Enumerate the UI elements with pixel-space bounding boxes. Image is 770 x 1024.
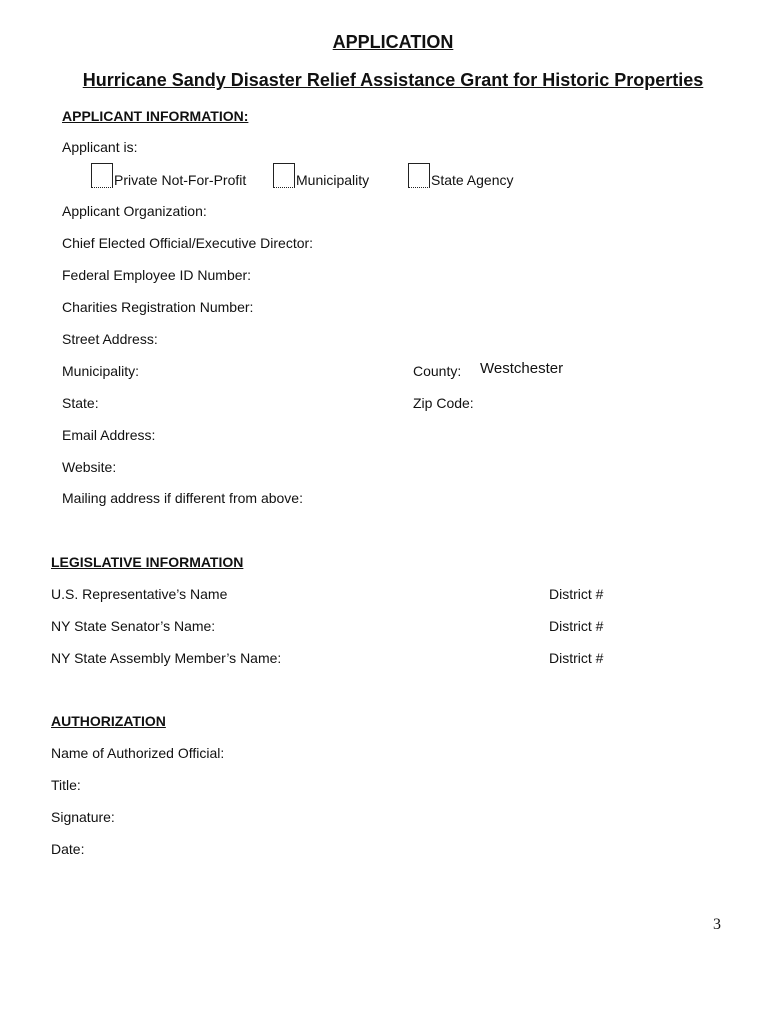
page-subtitle: Hurricane Sandy Disaster Relief Assistance Grant for Historic Properties [82, 70, 704, 90]
option-label: Municipality [296, 172, 370, 188]
official-name-label: Name of Authorized Official: [51, 745, 225, 761]
option-label: State Agency [431, 172, 514, 188]
county-field[interactable]: Westchester [480, 360, 564, 377]
checkbox-state-agency[interactable] [408, 163, 430, 188]
website-label: Website: [62, 459, 117, 475]
rep-label: U.S. Representative’s Name [51, 586, 228, 602]
email-label: Email Address: [62, 427, 156, 443]
district-label: District # [549, 618, 604, 634]
applicant-heading: APPLICANT INFORMATION: [62, 108, 249, 124]
district-label: District # [549, 650, 604, 666]
street-label: Street Address: [62, 331, 158, 347]
municipality-label: Municipality: [62, 363, 140, 379]
organization-label: Applicant Organization: [62, 203, 207, 219]
county-label: County: [413, 363, 462, 379]
signature-label: Signature: [51, 809, 115, 825]
date-label: Date: [51, 841, 85, 857]
legislative-heading: LEGISLATIVE INFORMATION [51, 554, 244, 570]
charities-label: Charities Registration Number: [62, 299, 254, 315]
chief-label: Chief Elected Official/Executive Director: [62, 235, 314, 251]
zip-label: Zip Code: [413, 395, 474, 411]
checkbox-private-not-for-profit[interactable] [91, 163, 113, 188]
fein-label: Federal Employee ID Number: [62, 267, 252, 283]
title-label: Title: [51, 777, 81, 793]
option-label: Private Not-For-Profit [114, 172, 247, 188]
assembly-label: NY State Assembly Member’s Name: [51, 650, 282, 666]
mailing-label: Mailing address if different from above: [62, 490, 303, 506]
applicant-is-label: Applicant is: [62, 139, 138, 155]
district-label: District # [549, 586, 604, 602]
checkbox-municipality[interactable] [273, 163, 295, 188]
page-number: 3 [713, 916, 721, 933]
authorization-heading: AUTHORIZATION [51, 713, 166, 729]
senator-label: NY State Senator’s Name: [51, 618, 216, 634]
page-title: APPLICATION [332, 32, 454, 52]
state-label: State: [62, 395, 99, 411]
